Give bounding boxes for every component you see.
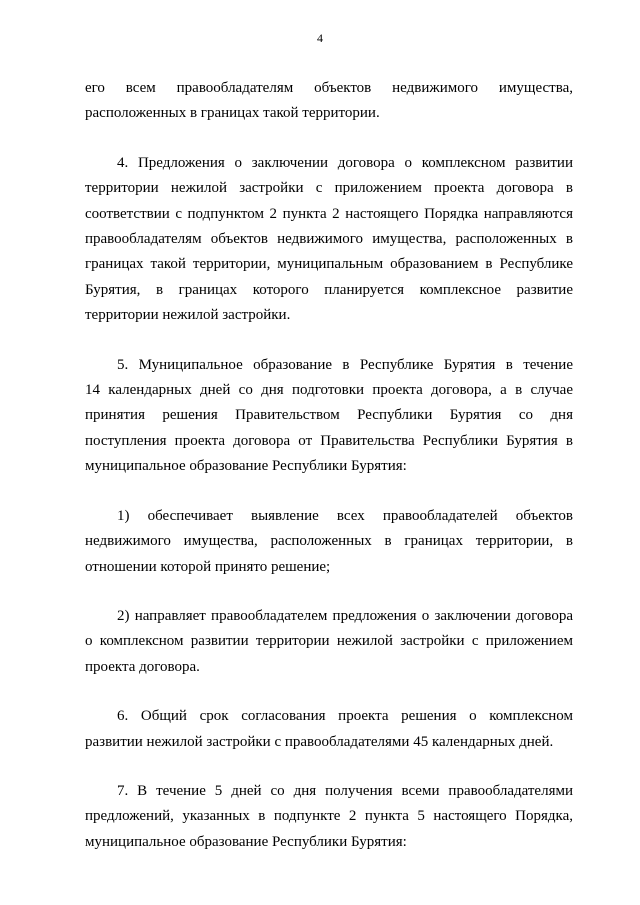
text-line: расположенных в границах такой территории. <box>85 105 380 122</box>
text-line: 5. Муниципальное образование в Республике Бурятия в течение <box>117 356 573 373</box>
page-number: 4 <box>317 31 323 45</box>
text-line: предложений, указанных в подпункте 2 пункта 5 настоящего Порядка, <box>85 808 573 825</box>
paragraph-continuation <box>85 76 573 127</box>
text-line: правообладателям объектов недвижимого имущества, расположенных в <box>85 231 573 248</box>
text-line: соответствии с подпунктом 2 пункта 2 настоящего Порядка направляются <box>85 205 573 222</box>
text-line: недвижимого имущества, расположенных в границах территории, в <box>85 533 573 550</box>
paragraph-item-5 <box>85 353 573 480</box>
text-line: муниципальное образование Республики Бурятия: <box>85 458 407 475</box>
text-line: 7. В течение 5 дней со дня получения всеми правообладателями <box>117 782 573 799</box>
text-line: принятия решения Правительством Республики Бурятия со дня <box>85 407 573 424</box>
text-line: территории нежилой застройки с приложением проекта договора в <box>85 180 573 197</box>
text-line: 2) направляет правообладателем предложения о заключении договора <box>117 607 573 624</box>
text-line: 4. Предложения о заключении договора о комплексном развитии <box>117 154 573 171</box>
text-line: отношении которой принято решение; <box>85 558 331 575</box>
paragraph-item-6 <box>85 704 573 755</box>
text-line: 1) обеспечивает выявление всех правообладателей объектов <box>117 507 573 524</box>
text-line: о комплексном развитии территории нежилой застройки с приложением <box>85 633 573 650</box>
text-line: его всем правообладателям объектов недвижимого имущества, <box>85 80 573 96</box>
paragraph-item-5-1 <box>85 504 573 580</box>
paragraph-item-5-2 <box>85 604 573 680</box>
document-body <box>85 76 573 855</box>
text-line: поступления проекта договора от Правительства Республики Бурятия в <box>85 432 573 449</box>
paragraph-item-4 <box>85 151 573 329</box>
text-line: 14 календарных дней со дня подготовки проекта договора, а в случае <box>85 382 573 399</box>
text-line: Бурятия, в границах которого планируется комплексное развитие <box>85 281 573 298</box>
text-line: развитии нежилой застройки с правообладателями 45 календарных дней. <box>85 733 554 750</box>
text-line: муниципальное образование Республики Бурятия: <box>85 833 407 850</box>
text-line: проекта договора. <box>85 658 200 675</box>
text-line: территории нежилой застройки. <box>85 307 291 324</box>
text-line: границах такой территории, муниципальным образованием в Республике <box>85 256 573 273</box>
text-line: 6. Общий срок согласования проекта решения о комплексном <box>117 708 573 725</box>
paragraph-item-7 <box>85 779 573 855</box>
